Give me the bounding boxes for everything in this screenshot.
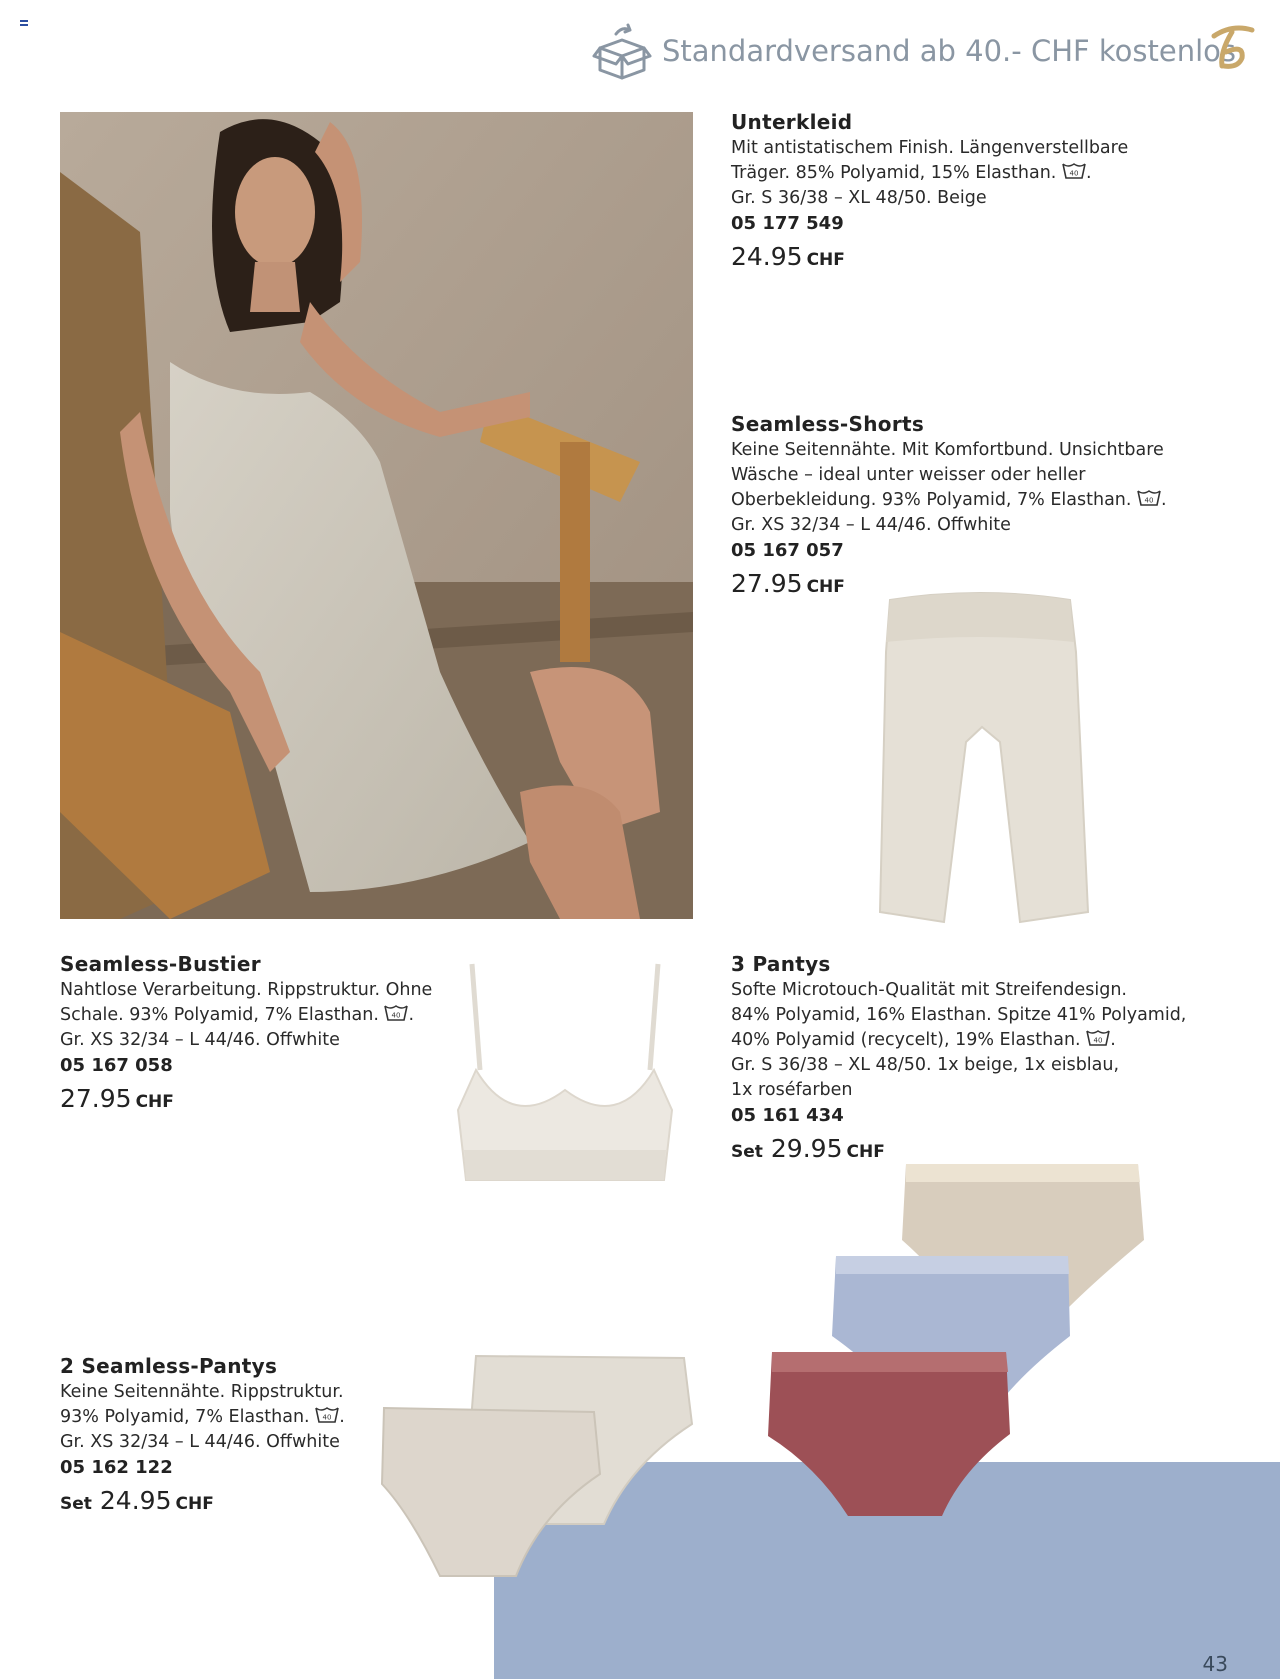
page-number: 43 [1202, 1652, 1228, 1676]
2-seamless-pantys-image [380, 1354, 696, 1584]
shipping-text: Standardversand ab 40.- CHF kostenlos [662, 34, 1237, 68]
model-photo [60, 112, 693, 919]
wash-temp: 40 [1144, 496, 1154, 505]
product-desc-line: Gr. XS 32/34 – L 44/46. Offwhite [60, 1030, 340, 1050]
product-desc-line: Nahtlose Verarbeitung. Rippstruktur. Ohne [60, 980, 433, 1000]
product-title: Seamless-Shorts [731, 412, 925, 436]
wash-40-icon [1062, 161, 1086, 181]
wash-40-icon [315, 1405, 339, 1425]
wash-40-icon [384, 1003, 408, 1023]
product-desc-line: Gr. XS 32/34 – L 44/46. Offwhite [60, 1432, 340, 1452]
product-desc-line: 84% Polyamid, 16% Elasthan. Spitze 41% Polyamid, [731, 1005, 1187, 1025]
price: Set 29.95 CHF [731, 1134, 885, 1163]
product-desc-line: Gr. S 36/38 – XL 48/50. Beige [731, 188, 987, 208]
language-flag-icon[interactable] [20, 20, 28, 26]
product-desc-line: 40% Polyamid (recycelt), 19% Elasthan. 40 . [731, 1030, 1116, 1050]
tchibo-logo-icon[interactable] [1210, 22, 1256, 70]
price: Set 24.95 CHF [60, 1486, 214, 1515]
wash-temp: 40 [1093, 1036, 1103, 1045]
product-title: Seamless-Bustier [60, 952, 261, 976]
product-desc-line: Oberbekleidung. 93% Polyamid, 7% Elasthan. 40 . [731, 490, 1167, 510]
product-unterkleid [731, 110, 1231, 271]
product-desc-line: Schale. 93% Polyamid, 7% Elasthan. 40 . [60, 1005, 415, 1025]
article-number: 05 162 122 [60, 1457, 173, 1478]
wash-temp: 40 [1069, 169, 1079, 178]
product-3-pantys [731, 952, 1251, 1163]
wash-40-icon [1086, 1028, 1110, 1048]
shipping-banner [590, 22, 1250, 82]
price: 24.95 CHF [731, 242, 845, 271]
product-desc-line: Softe Microtouch-Qualität mit Streifendesign. [731, 980, 1127, 1000]
price: 27.95 CHF [731, 569, 845, 598]
seamless-bustier-image [452, 960, 678, 1190]
article-number: 05 167 058 [60, 1055, 173, 1076]
product-title: 3 Pantys [731, 952, 831, 976]
product-desc-line: 1x roséfarben [731, 1080, 853, 1100]
product-desc-line: Keine Seitennähte. Mit Komfortbund. Unsichtbare [731, 440, 1164, 460]
seamless-shorts-image [870, 592, 1090, 932]
wash-40-icon [1137, 488, 1161, 508]
product-desc-line: Wäsche – ideal unter weisser oder heller [731, 465, 1086, 485]
product-title: 2 Seamless-Pantys [60, 1354, 278, 1378]
wash-temp: 40 [322, 1413, 332, 1422]
article-number: 05 161 434 [731, 1105, 844, 1126]
product-desc-line: Gr. XS 32/34 – L 44/46. Offwhite [731, 515, 1011, 535]
product-desc-line: Gr. S 36/38 – XL 48/50. 1x beige, 1x eisblau, [731, 1055, 1120, 1075]
article-number: 05 167 057 [731, 540, 844, 561]
product-seamless-bustier [60, 952, 460, 1113]
product-title: Unterkleid [731, 110, 853, 134]
product-seamless-shorts [731, 412, 1251, 598]
product-desc-line: Mit antistatischem Finish. Längenverstellbare [731, 138, 1129, 158]
shipping-box-icon [592, 22, 652, 82]
3-pantys-image [766, 1160, 1146, 1520]
article-number: 05 177 549 [731, 213, 844, 234]
wash-temp: 40 [392, 1011, 401, 1020]
price: 27.95 CHF [60, 1084, 174, 1113]
product-desc-line: Keine Seitennähte. Rippstruktur. [60, 1382, 344, 1402]
product-desc-line: 93% Polyamid, 7% Elasthan. 40 . [60, 1407, 345, 1427]
product-desc-line: Träger. 85% Polyamid, 15% Elasthan. 40 . [731, 163, 1092, 183]
